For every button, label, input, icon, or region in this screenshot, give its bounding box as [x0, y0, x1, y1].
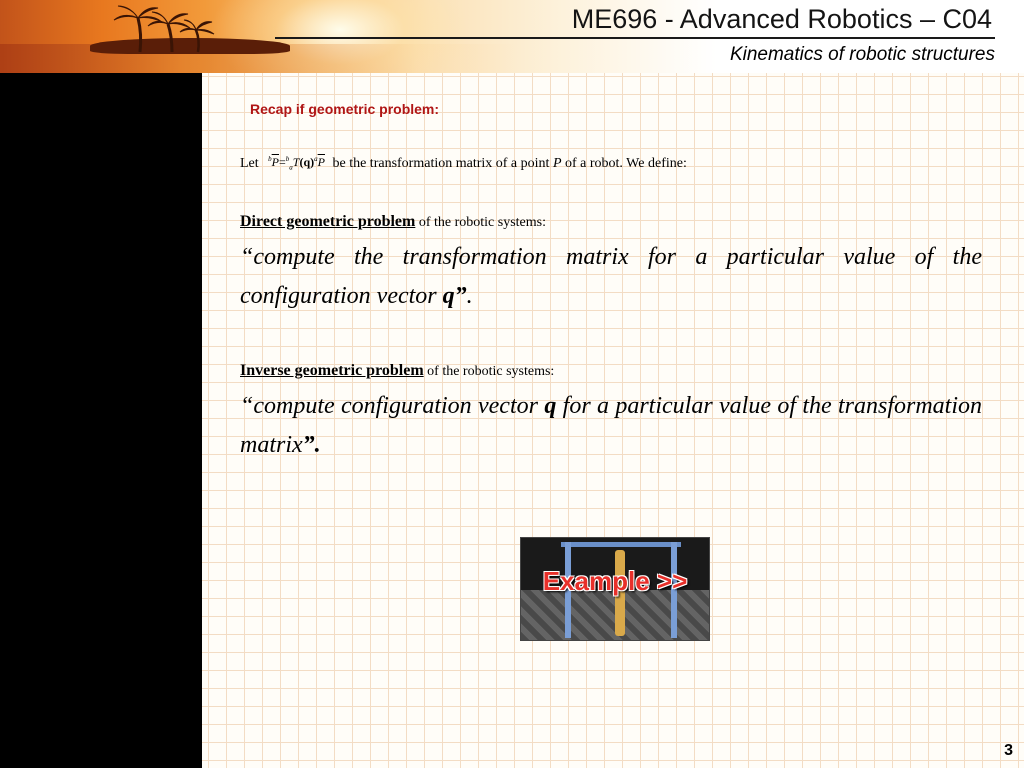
direct-quote-end: . [466, 283, 473, 309]
direct-problem-quote [240, 238, 982, 316]
inverse-problem-suffix: of the robotic systems: [423, 364, 555, 379]
direct-problem-line [240, 213, 546, 231]
let-rest-2: of a robot. We define: [561, 156, 687, 171]
gantry-beam [561, 542, 681, 547]
definition-line [240, 156, 687, 172]
direct-quote-text: “compute the transformation matrix for a particular value of the configuration vector [240, 244, 982, 309]
palm-trees-icon [110, 4, 220, 54]
recap-heading: Recap if geometric problem: [250, 101, 440, 117]
inverse-problem-heading: Inverse geometric problem [240, 362, 424, 379]
inverse-quote-text-2: for a particular value of the transformation matrix [240, 393, 983, 458]
let-rest-1: be the transformation matrix of a point [332, 156, 553, 171]
page-number: 3 [1004, 742, 1013, 759]
let-prefix: Let [240, 156, 259, 171]
formula-t-sub: a [289, 163, 293, 172]
inverse-problem-line [240, 362, 554, 380]
direct-quote-bold: q” [442, 283, 467, 309]
inverse-quote-text-1: “compute configuration vector [240, 393, 545, 419]
left-panel [0, 73, 202, 768]
inverse-problem-quote [240, 387, 982, 465]
slide-title: ME696 - Advanced Robotics – C04 [571, 4, 992, 34]
formula-rhs: $\overline{P}$ [317, 155, 325, 169]
transformation-formula [268, 155, 325, 171]
inverse-quote-bold-1: q [544, 393, 557, 419]
slide-subtitle: Kinematics of robotic structures [729, 44, 995, 65]
formula-t: T [292, 155, 300, 169]
formula-arg: (q) [299, 155, 315, 169]
formula-rhs-sup: a [314, 155, 318, 163]
formula-t-sup: b [285, 155, 290, 163]
direct-problem-suffix: of the robotic systems: [415, 215, 546, 230]
inverse-quote-bold-2: ”. [302, 432, 321, 458]
example-button-label: Example >> [542, 566, 688, 596]
formula-equals: = [279, 155, 286, 169]
direct-problem-heading: Direct geometric problem [240, 213, 416, 230]
example-button[interactable] [520, 537, 710, 641]
formula-lhs: $\overline{P}$ [271, 155, 279, 169]
title-underline [275, 37, 995, 39]
point-symbol: P [552, 156, 562, 171]
formula-lhs-sup: b [268, 155, 272, 163]
